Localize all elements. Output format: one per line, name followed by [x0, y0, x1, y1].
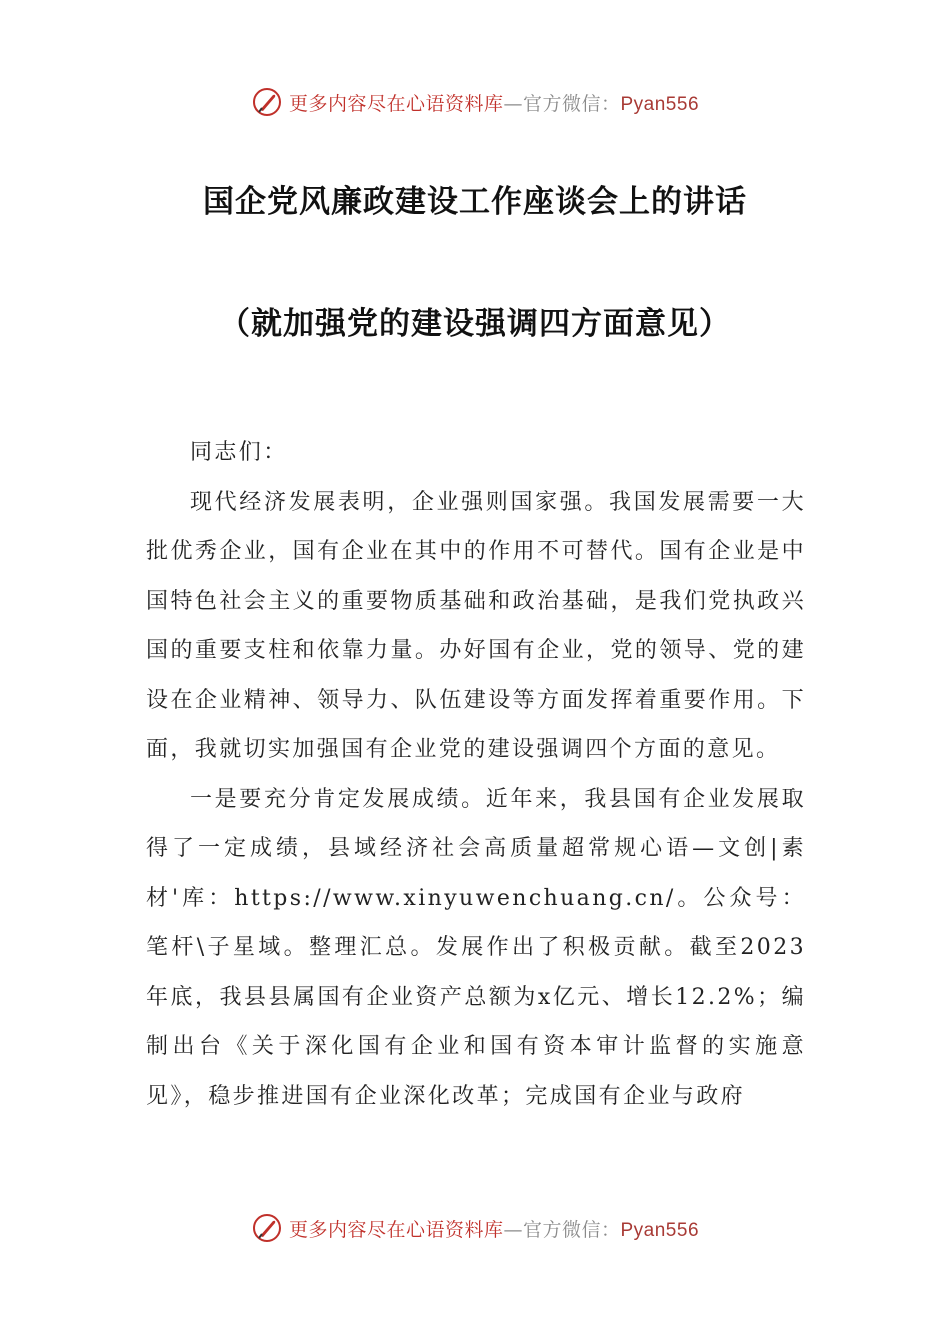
document-subtitle: （就加强党的建设强调四方面意见）: [219, 306, 731, 342]
quill-logo-icon: [251, 86, 283, 118]
banner-text: [289, 1215, 699, 1242]
body-paragraph: 现代经济发展表明，企业强则国家强。我国发展需要一大批优秀企业，国有企业在其中的作用不可替代。国有企业是中国特色社会主义的重要物质基础和政治基础，是我们党执政兴国的重要支柱和依靠力量。办好国有企业，党的领导、党的建设在企业精神、领导力、队伍建设等方面发挥着重要作用。下面，我就切实加强国有企业党的建设强调四个方面的意见。: [146, 489, 806, 762]
banner-handle: Pyan556: [620, 1219, 700, 1241]
banner-dash-text: —官方微信：: [503, 1218, 621, 1241]
banner-handle: Pyan556: [620, 93, 700, 115]
header-watermark-banner: [0, 82, 950, 122]
salutation-paragraph: 同志们：: [190, 440, 288, 465]
banner-dash-text: —官方微信：: [503, 92, 621, 115]
document-title: 国企党风廉政建设工作座谈会上的讲话: [203, 184, 747, 220]
banner-main-text: 更多内容尽在心语资料库: [288, 1218, 504, 1241]
body-paragraph: 一是要充分肯定发展成绩。近年来，我县国有企业发展取得了一定成绩，县域经济社会高质量超常规心语—文创|素材'库：https://www.xinyuwenchuang.cn/。公众号：笔杆\子星域。整理汇总。发展作出了积极贡献。截至2023年底，我县县属国有企业资产总额为x亿元、增长12.2%；编制出台《关于深化国有企业和国有资本审计监督的实施意见》，稳步推进国有企业深化改革；完成国有企业与政府: [146, 786, 806, 1109]
document-body: [146, 428, 806, 1121]
quill-logo-icon: [251, 1212, 283, 1244]
banner-main-text: 更多内容尽在心语资料库: [288, 92, 504, 115]
footer-watermark-banner: [0, 1208, 950, 1248]
banner-text: [289, 89, 699, 116]
